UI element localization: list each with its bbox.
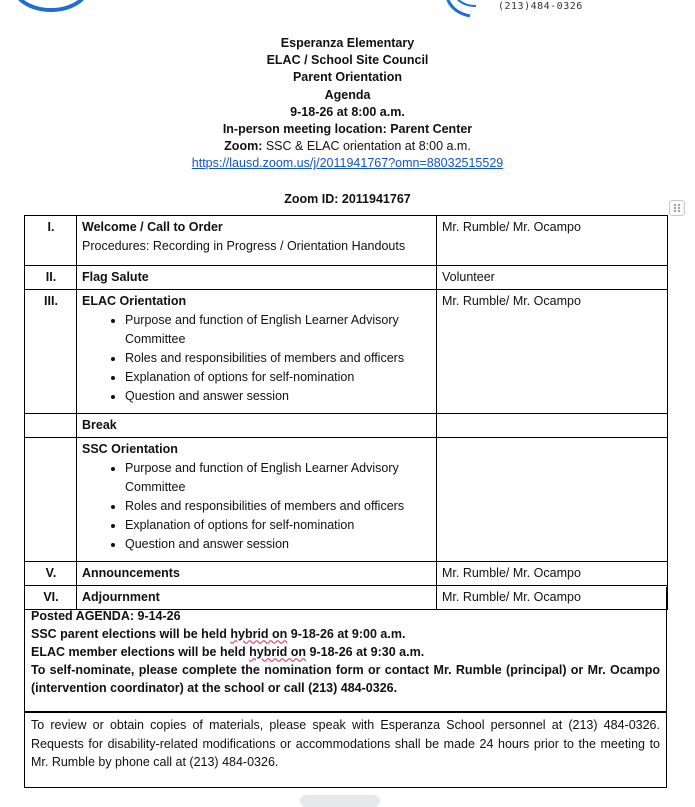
posted-date: Posted AGENDA: 9-14-26 <box>31 609 181 623</box>
item-number <box>25 438 77 562</box>
agenda-row <box>25 216 668 266</box>
zoom-description: SSC & ELAC orientation at 8:00 a.m. <box>262 139 471 154</box>
meeting-title: Parent Orientation <box>292 70 403 85</box>
item-subtitle: Procedures: Recording in Progress / Orientation Handouts <box>82 239 406 253</box>
spellcheck-flag: hybrid on <box>230 627 288 641</box>
agenda-row <box>25 562 668 586</box>
item-number: II. <box>25 266 77 290</box>
table-drag-handle[interactable] <box>669 200 685 216</box>
ssc-election-notice: SSC parent elections will be held hybrid on 9-18-26 at 9:00 a.m. <box>31 627 406 641</box>
item-presenter: Mr. Rumble/ Mr. Ocampo <box>437 290 668 414</box>
item-number <box>25 414 77 438</box>
school-name: Esperanza Elementary <box>280 36 415 50</box>
item-number: V. <box>25 562 77 586</box>
item-content <box>77 438 437 562</box>
bullet-item: • Question and answer session <box>125 387 432 406</box>
accessibility-footer: To review or obtain copies of materials, please speak with Esperanza School personnel at (213) 484-0326. Requests for disability-related modifications or accommodations shall be made 24 hours prior to the meeting to Mr. Rumble by phone call at (213) 484-0326. <box>24 712 667 788</box>
item-bullet-list <box>82 459 432 554</box>
header-phone: (213)484-0326 <box>498 1 583 12</box>
doc-type: Agenda <box>324 87 371 102</box>
item-title: SSC Orientation <box>82 442 178 456</box>
item-presenter: Volunteer <box>437 266 668 290</box>
item-presenter <box>437 414 668 438</box>
agenda-table <box>24 215 668 610</box>
agenda-row <box>25 414 668 438</box>
item-title: Break <box>77 414 437 438</box>
item-presenter: Mr. Rumble/ Mr. Ocampo <box>437 586 668 610</box>
agenda-row <box>25 290 668 414</box>
document-header <box>0 35 695 173</box>
item-content <box>77 290 437 414</box>
item-presenter: Mr. Rumble/ Mr. Ocampo <box>437 216 668 266</box>
bullet-item: • Explanation of options for self-nomination <box>125 368 432 387</box>
school-logo-right <box>436 0 496 20</box>
item-presenter: Mr. Rumble/ Mr. Ocampo <box>437 562 668 586</box>
item-title: Announcements <box>77 562 437 586</box>
school-logo-left <box>12 0 90 12</box>
item-title: Welcome / Call to Order <box>82 220 223 234</box>
bullet-item: • Purpose and function of English Learner Advisory Committee <box>125 311 432 349</box>
item-number: VI. <box>25 586 77 610</box>
item-bullet-list <box>82 311 432 406</box>
elac-election-notice: ELAC member elections will be held hybrid on 9-18-26 at 9:30 a.m. <box>31 645 425 659</box>
self-nomination-text: To self-nominate, please complete the nomination form or contact Mr. Rumble (principal) or Mr. Ocampo (intervention coordinator) at the school or call (213) 484-0326. <box>31 663 660 695</box>
spellcheck-flag: hybrid on <box>249 645 307 659</box>
bottom-scroll-tab[interactable] <box>300 795 380 807</box>
zoom-id: Zoom ID: 2011941767 <box>284 192 411 206</box>
item-number: III. <box>25 290 77 414</box>
item-content <box>77 216 437 266</box>
item-presenter <box>437 438 668 562</box>
item-title: Flag Salute <box>77 266 437 290</box>
bullet-item: • Explanation of options for self-nomination <box>125 516 432 535</box>
zoom-line <box>0 138 695 155</box>
elections-notice <box>24 587 667 712</box>
bullet-item: • Roles and responsibilities of members and officers <box>125 349 432 368</box>
bullet-item: • Purpose and function of English Learner Advisory Committee <box>125 459 432 497</box>
meeting-date-time: 9-18-26 at 8:00 a.m. <box>290 104 405 119</box>
agenda-row <box>25 266 668 290</box>
council-name: ELAC / School Site Council <box>266 53 429 68</box>
item-number: I. <box>25 216 77 266</box>
meeting-location: In-person meeting location: Parent Center <box>222 122 473 137</box>
item-title: ELAC Orientation <box>82 294 187 308</box>
item-title: Adjournment <box>77 586 437 610</box>
zoom-link[interactable]: https://lausd.zoom.us/j/2011941767?omn=88032515529 <box>191 156 504 171</box>
agenda-row <box>25 438 668 562</box>
bullet-item: • Roles and responsibilities of members and officers <box>125 497 432 516</box>
bullet-item: • Question and answer session <box>125 535 432 554</box>
zoom-label: Zoom: <box>224 139 263 154</box>
